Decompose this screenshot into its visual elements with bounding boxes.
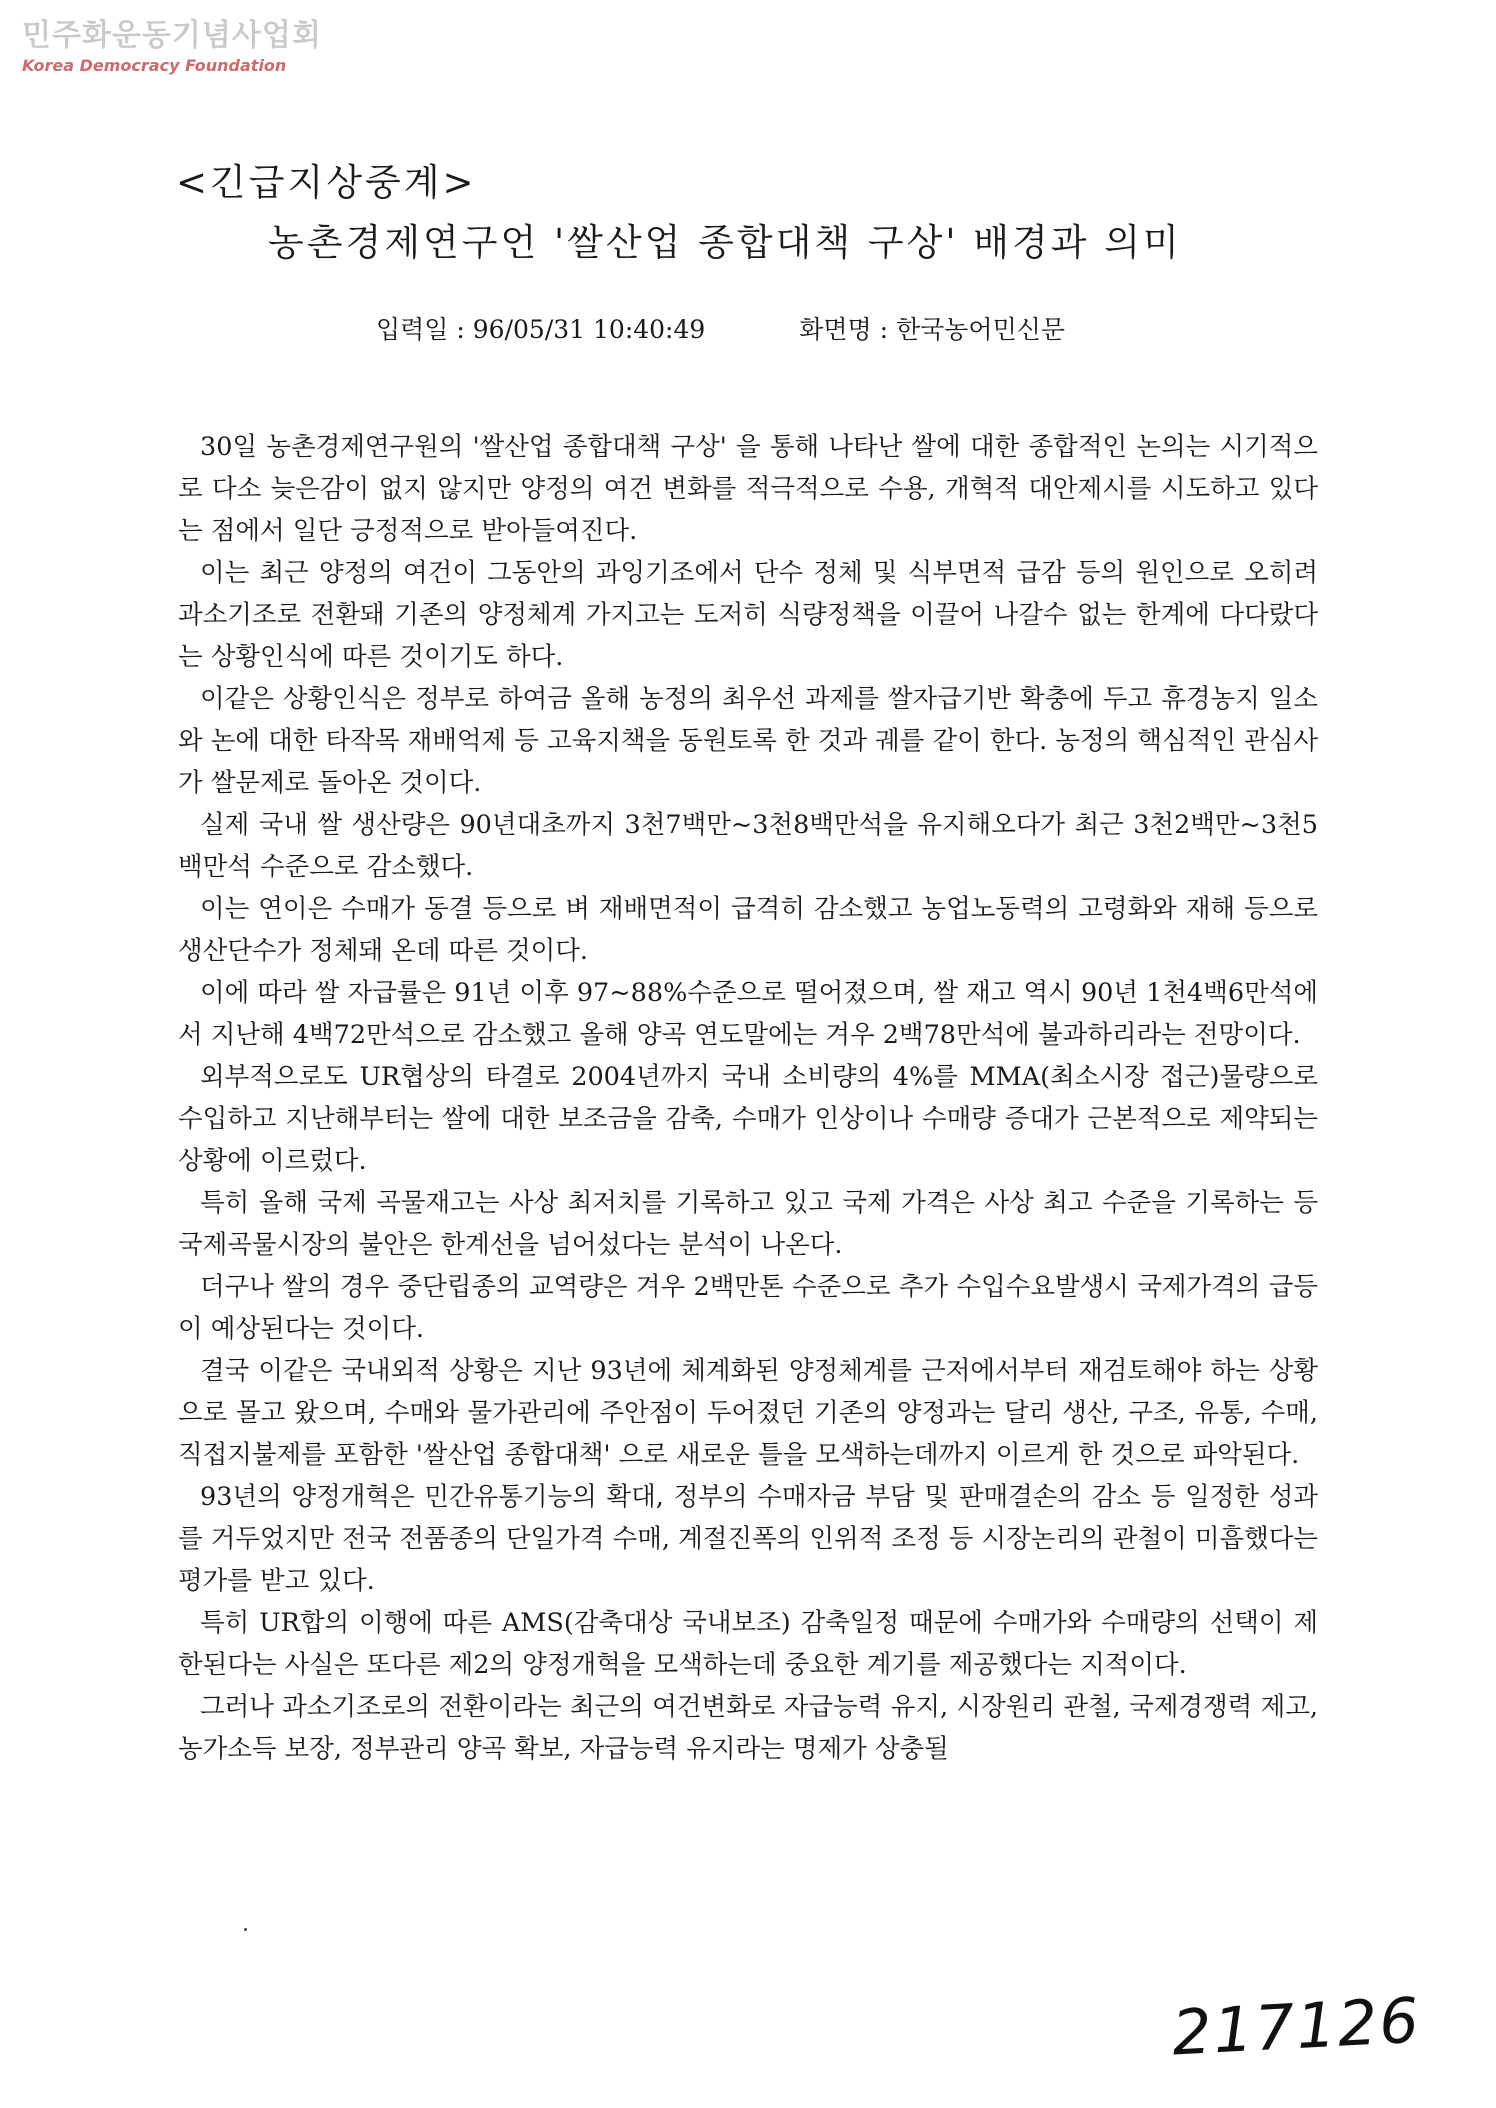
paragraph: 이는 연이은 수매가 동결 등으로 벼 재배면적이 급격히 감소했고 농업노동력의 고령화와 재해 등으로 생산단수가 정체돼 온데 따른 것이다. [178, 894, 1318, 966]
paragraph: 결국 이같은 국내외적 상황은 지난 93년에 체계화된 양정체계를 근저에서부터 재검토해야 하는 상황으로 몰고 왔으며, 수매와 물가관리에 주안점이 두어졌던 기존의 양정과는 달리 생산, 구조, 유통, 수매, 직접지불제를 포함한 '쌀산업 종합대책' 으로 새로운 틀을 모색하는데까지 이르게 한 것으로 파악된다. [178, 1356, 1318, 1470]
article-title: 농촌경제연구언 '쌀산업 종합대책 구상' 배경과 의미 [268, 221, 1182, 264]
paragraph: 이같은 상황인식은 정부로 하여금 올해 농정의 최우선 과제를 쌀자급기반 확충에 두고 휴경농지 일소와 논에 대한 타작목 재배억제 등 고육지책을 동원토록 한 것과 궤를 같이 한다. 농정의 핵심적인 관심사가 쌀문제로 돌아온 것이다. [178, 684, 1318, 798]
watermark-english: Korea Democracy Foundation [22, 56, 287, 75]
paragraph: 30일 농촌경제연구원의 '쌀산업 종합대책 구상' 을 통해 나타난 쌀에 대한 종합적인 논의는 시기적으로 다소 늦은감이 없지 않지만 양정의 여건 변화를 적극적으로 수용, 개혁적 대안제시를 시도하고 있다는 점에서 일단 긍정적으로 받아들여진다. [178, 432, 1318, 546]
date-value: 96/05/31 10:40:49 [472, 315, 706, 344]
source-label: 화면명 : [799, 315, 889, 344]
article-meta [376, 310, 1065, 346]
paragraph: 이에 따라 쌀 자급률은 91년 이후 97~88%수준으로 떨어졌으며, 쌀 재고 역시 90년 1천4백6만석에서 지난해 4백72만석으로 감소했고 올해 양곡 연도말에는 겨우 2백78만석에 불과하리라는 전망이다. [178, 978, 1318, 1050]
paragraph: 외부적으로도 UR협상의 타결로 2004년까지 국내 소비량의 4%를 MMA(최소시장 접근)물량으로 수입하고 지난해부터는 쌀에 대한 보조금을 감축, 수매가 인상이나 수매량 증대가 근본적으로 제약되는 상황에 이르렀다. [178, 1062, 1318, 1176]
article-body [178, 426, 1318, 1770]
section-header: <긴급지상중계> [176, 161, 477, 204]
source-value: 한국농어민신문 [895, 315, 1066, 344]
paragraph: 93년의 양정개혁은 민간유통기능의 확대, 정부의 수매자금 부담 및 판매결손의 감소 등 일정한 성과를 거두었지만 전국 전품종의 단일가격 수매, 계절진폭의 인위적 조정 등 시장논리의 관철이 미흡했다는 평가를 받고 있다. [178, 1482, 1318, 1596]
watermark-korean: 민주화운동기념사업회 [22, 18, 322, 53]
date-label: 입력일 : [376, 315, 465, 344]
paragraph: 이는 최근 양정의 여건이 그동안의 과잉기조에서 단수 정체 및 식부면적 급감 등의 원인으로 오히려 과소기조로 전환돼 기존의 양정체계 가지고는 도저히 식량정책을 이끌어 나갈수 없는 한계에 다다랐다는 상황인식에 따른 것이기도 하다. [178, 558, 1318, 672]
handwritten-archive-number: 217126 [1170, 1983, 1423, 2070]
paragraph: 특히 올해 국제 곡물재고는 사상 최저치를 기록하고 있고 국제 가격은 사상 최고 수준을 기록하는 등 국제곡물시장의 불안은 한계선을 넘어섰다는 분석이 나온다. [178, 1188, 1318, 1260]
paragraph: 더구나 쌀의 경우 중단립종의 교역량은 겨우 2백만톤 수준으로 추가 수입수요발생시 국제가격의 급등이 예상된다는 것이다. [178, 1272, 1318, 1344]
foundation-watermark [22, 18, 322, 76]
paragraph: 실제 국내 쌀 생산량은 90년대초까지 3천7백만~3천8백만석을 유지해오다가 최근 3천2백만~3천5백만석 수준으로 감소했다. [178, 810, 1318, 882]
paragraph: 그러나 과소기조로의 전환이라는 최근의 여건변화로 자급능력 유지, 시장원리 관철, 국제경쟁력 제고, 농가소득 보장, 정부관리 양곡 확보, 자급능력 유지라는 명제가 상충될 [178, 1692, 1318, 1764]
paragraph: 특히 UR합의 이행에 따른 AMS(감축대상 국내보조) 감축일정 때문에 수매가와 수매량의 선택이 제한된다는 사실은 또다른 제2의 양정개혁을 모색하는데 중요한 계기를 제공했다는 지적이다. [178, 1608, 1318, 1680]
scan-speck [244, 1928, 247, 1931]
